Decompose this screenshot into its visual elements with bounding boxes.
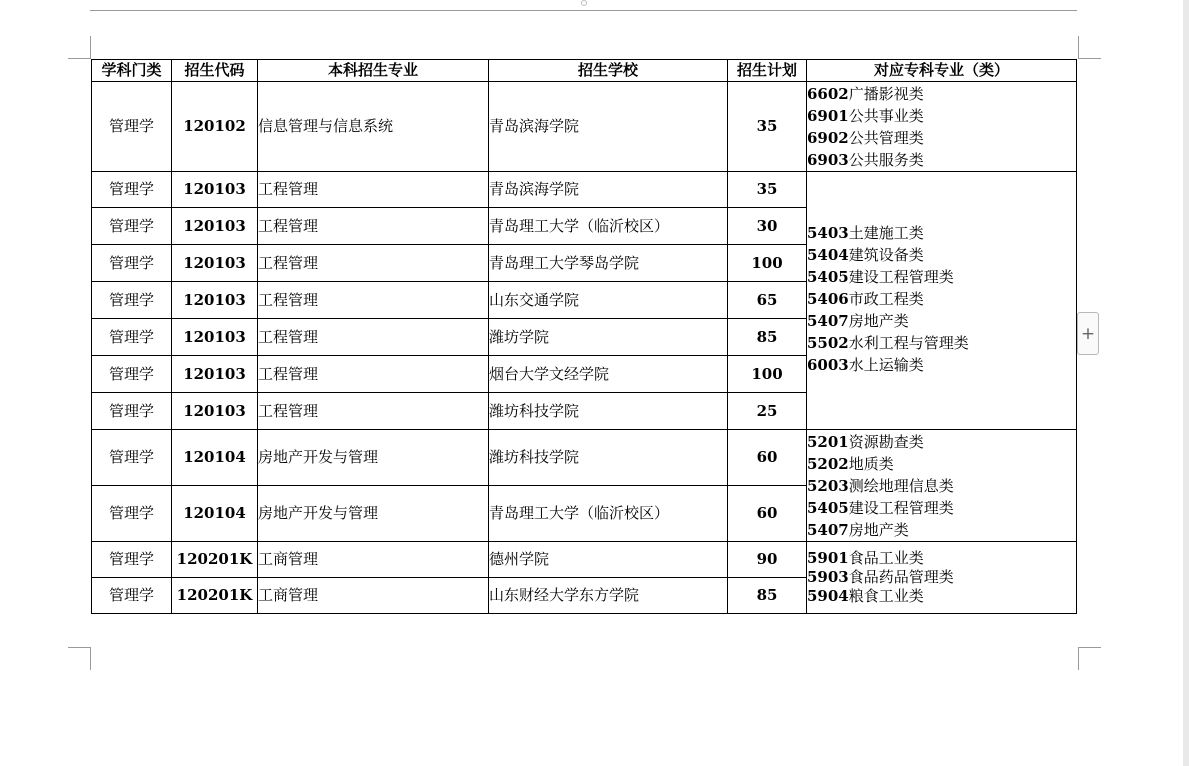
cell-plan: 100 xyxy=(728,356,807,393)
cell-school: 青岛理工大学（临沂校区） xyxy=(489,208,728,245)
cell-plan: 90 xyxy=(728,542,807,578)
cell-school: 山东交通学院 xyxy=(489,282,728,319)
add-row-button[interactable]: + xyxy=(1077,312,1099,355)
corr-item xyxy=(807,222,1076,244)
cell-major: 工程管理 xyxy=(258,282,489,319)
cell-category: 管理学 xyxy=(92,430,172,486)
cell-school: 青岛滨海学院 xyxy=(489,172,728,208)
cell-code: 120103 xyxy=(172,172,258,208)
cell-plan: 100 xyxy=(728,245,807,282)
cell-school: 潍坊科技学院 xyxy=(489,393,728,430)
page-header-rule xyxy=(90,10,1077,11)
cell-corresponding xyxy=(807,172,1077,430)
cell-code: 120103 xyxy=(172,245,258,282)
cell-plan: 35 xyxy=(728,82,807,172)
cell-category: 管理学 xyxy=(92,356,172,393)
cell-corresponding xyxy=(807,82,1077,172)
cell-category: 管理学 xyxy=(92,486,172,542)
cell-major: 工商管理 xyxy=(258,542,489,578)
corr-code: 6003 xyxy=(807,356,849,374)
corr-item xyxy=(807,568,1076,587)
corr-code: 5404 xyxy=(807,246,849,264)
cell-corresponding xyxy=(807,430,1077,542)
cell-code: 120201K xyxy=(172,542,258,578)
corr-name: 建筑设备类 xyxy=(848,246,924,264)
cell-code: 120103 xyxy=(172,319,258,356)
corr-item xyxy=(807,587,1076,606)
table-row xyxy=(92,172,1077,208)
corr-name: 水利工程与管理类 xyxy=(848,334,969,352)
corr-item xyxy=(807,453,1076,475)
header-plan: 招生计划 xyxy=(728,60,807,82)
corr-item xyxy=(807,519,1076,541)
corr-code: 5403 xyxy=(807,224,849,242)
header-category: 学科门类 xyxy=(92,60,172,82)
cell-category: 管理学 xyxy=(92,172,172,208)
cell-code: 120201K xyxy=(172,578,258,614)
header-major: 本科招生专业 xyxy=(258,60,489,82)
corr-code: 5407 xyxy=(807,520,849,539)
corr-name: 测绘地理信息类 xyxy=(848,476,954,495)
corr-name: 食品工业类 xyxy=(848,549,924,567)
corr-code: 5405 xyxy=(807,268,849,286)
corr-name: 公共服务类 xyxy=(848,150,924,169)
table-row xyxy=(92,82,1077,172)
cell-category: 管理学 xyxy=(92,208,172,245)
cell-category: 管理学 xyxy=(92,393,172,430)
cell-major: 工程管理 xyxy=(258,208,489,245)
corr-code: 6903 xyxy=(807,150,849,169)
corr-code: 5901 xyxy=(807,549,849,567)
corr-name: 水上运输类 xyxy=(848,356,924,374)
cell-plan: 85 xyxy=(728,319,807,356)
cell-code: 120104 xyxy=(172,486,258,542)
corr-name: 土建施工类 xyxy=(848,224,924,242)
corr-item xyxy=(807,83,1076,105)
corr-code: 5903 xyxy=(807,568,849,586)
corr-code: 5502 xyxy=(807,334,849,352)
corr-item xyxy=(807,310,1076,332)
corr-code: 6901 xyxy=(807,106,849,125)
margin-corner-mark xyxy=(68,36,91,59)
corr-item xyxy=(807,105,1076,127)
cell-code: 120103 xyxy=(172,393,258,430)
corr-name: 公共事业类 xyxy=(848,106,924,125)
corr-item xyxy=(807,149,1076,171)
cell-school: 青岛理工大学琴岛学院 xyxy=(489,245,728,282)
cell-major: 房地产开发与管理 xyxy=(258,430,489,486)
corr-name: 粮食工业类 xyxy=(848,587,924,605)
corr-item xyxy=(807,549,1076,568)
cell-major: 工程管理 xyxy=(258,319,489,356)
corr-code: 5405 xyxy=(807,498,849,517)
corr-code: 5904 xyxy=(807,587,849,605)
cell-school: 青岛滨海学院 xyxy=(489,82,728,172)
cell-corresponding xyxy=(807,542,1077,614)
corr-item xyxy=(807,288,1076,310)
cell-code: 120104 xyxy=(172,430,258,486)
cell-school: 青岛理工大学（临沂校区） xyxy=(489,486,728,542)
corr-item xyxy=(807,497,1076,519)
corr-name: 房地产类 xyxy=(848,312,909,330)
cell-category: 管理学 xyxy=(92,82,172,172)
corr-name: 房地产类 xyxy=(848,520,909,539)
cell-plan: 25 xyxy=(728,393,807,430)
margin-corner-mark xyxy=(1078,647,1101,670)
cell-plan: 60 xyxy=(728,430,807,486)
vertical-scrollbar-track[interactable] xyxy=(1183,0,1189,766)
corr-name: 建设工程管理类 xyxy=(848,268,954,286)
cell-major: 工程管理 xyxy=(258,245,489,282)
corr-code: 5407 xyxy=(807,312,849,330)
header-code: 招生代码 xyxy=(172,60,258,82)
corr-item xyxy=(807,266,1076,288)
table-row xyxy=(92,430,1077,486)
corr-name: 公共管理类 xyxy=(848,128,924,147)
admissions-table xyxy=(91,59,1077,614)
cell-category: 管理学 xyxy=(92,578,172,614)
cell-category: 管理学 xyxy=(92,542,172,578)
corr-code: 5201 xyxy=(807,432,849,451)
corr-name: 食品药品管理类 xyxy=(848,568,954,586)
cell-category: 管理学 xyxy=(92,282,172,319)
cell-plan: 85 xyxy=(728,578,807,614)
cell-code: 120103 xyxy=(172,356,258,393)
cell-plan: 65 xyxy=(728,282,807,319)
cell-major: 房地产开发与管理 xyxy=(258,486,489,542)
cell-school: 潍坊学院 xyxy=(489,319,728,356)
corr-code: 5203 xyxy=(807,476,849,495)
header-corresponding: 对应专科专业（类） xyxy=(807,60,1077,82)
table-header-row xyxy=(92,60,1077,82)
corr-code: 5202 xyxy=(807,454,849,473)
corr-item xyxy=(807,431,1076,453)
cell-category: 管理学 xyxy=(92,245,172,282)
cell-major: 工程管理 xyxy=(258,172,489,208)
corr-name: 资源勘查类 xyxy=(848,432,924,451)
corr-item xyxy=(807,475,1076,497)
cell-plan: 60 xyxy=(728,486,807,542)
cell-major: 工程管理 xyxy=(258,393,489,430)
cell-code: 120102 xyxy=(172,82,258,172)
margin-corner-mark xyxy=(68,647,91,670)
corr-item xyxy=(807,244,1076,266)
corr-code: 6602 xyxy=(807,84,849,103)
cell-code: 120103 xyxy=(172,208,258,245)
cell-plan: 35 xyxy=(728,172,807,208)
header-marker-icon xyxy=(581,0,587,6)
cell-major: 信息管理与信息系统 xyxy=(258,82,489,172)
corr-name: 广播影视类 xyxy=(848,84,924,103)
cell-school: 潍坊科技学院 xyxy=(489,430,728,486)
corr-item xyxy=(807,332,1076,354)
cell-school: 烟台大学文经学院 xyxy=(489,356,728,393)
cell-major: 工程管理 xyxy=(258,356,489,393)
corr-code: 5406 xyxy=(807,290,849,308)
cell-code: 120103 xyxy=(172,282,258,319)
cell-major: 工商管理 xyxy=(258,578,489,614)
corr-name: 市政工程类 xyxy=(848,290,924,308)
cell-category: 管理学 xyxy=(92,319,172,356)
table-row xyxy=(92,542,1077,578)
corr-item xyxy=(807,354,1076,376)
cell-plan: 30 xyxy=(728,208,807,245)
cell-school: 德州学院 xyxy=(489,542,728,578)
corr-name: 地质类 xyxy=(848,454,894,473)
margin-corner-mark xyxy=(1078,36,1101,59)
corr-code: 6902 xyxy=(807,128,849,147)
cell-school: 山东财经大学东方学院 xyxy=(489,578,728,614)
header-school: 招生学校 xyxy=(489,60,728,82)
corr-name: 建设工程管理类 xyxy=(848,498,954,517)
corr-item xyxy=(807,127,1076,149)
